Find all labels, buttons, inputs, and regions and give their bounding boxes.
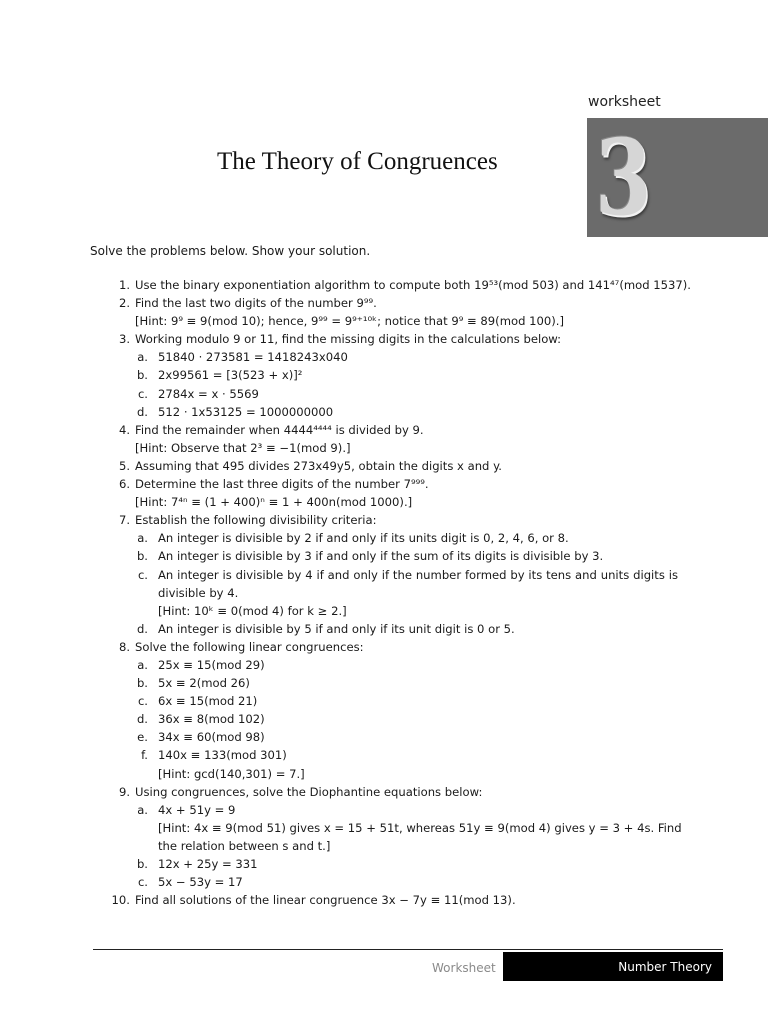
subproblem-line bbox=[0, 348, 768, 366]
item-text: [Hint: Observe that 2³ ≡ −1(mod 9).] bbox=[135, 440, 351, 455]
problem-line bbox=[0, 294, 768, 312]
subproblem-line bbox=[0, 403, 768, 421]
footer-worksheet-label: Worksheet bbox=[432, 961, 496, 975]
worksheet-label: worksheet bbox=[588, 94, 661, 110]
problem-line bbox=[0, 783, 768, 801]
item-text: 6x ≡ 15(mod 21) bbox=[158, 694, 258, 709]
item-label: 6. bbox=[118, 477, 130, 492]
item-text: [Hint: gcd(140,301) = 7.] bbox=[158, 766, 305, 781]
subproblem-line bbox=[0, 728, 768, 746]
item-text: 2x99561 = [3(523 + x)]² bbox=[158, 368, 303, 383]
subproblem-line bbox=[0, 584, 768, 602]
item-label: e. bbox=[137, 730, 148, 745]
item-label: c. bbox=[137, 694, 148, 709]
footer-banner bbox=[503, 952, 723, 981]
subproblem-line bbox=[0, 366, 768, 384]
subproblem-line bbox=[0, 819, 768, 837]
subproblem-line bbox=[0, 674, 768, 692]
problem-line bbox=[0, 475, 768, 493]
item-label: b. bbox=[136, 549, 148, 564]
subproblem-line bbox=[0, 547, 768, 565]
item-text: An integer is divisible by 3 if and only if the sum of its digits is divisible by 3. bbox=[158, 549, 604, 564]
problem-line bbox=[0, 511, 768, 529]
item-text: Using congruences, solve the Diophantine equations below: bbox=[135, 784, 483, 799]
item-text: Find the last two digits of the number 9⁹⁹. bbox=[135, 296, 377, 311]
page-title: The Theory of Congruences bbox=[217, 148, 498, 175]
problem-line bbox=[0, 330, 768, 348]
item-label: 10. bbox=[111, 893, 130, 908]
item-text: 4x + 51y = 9 bbox=[158, 802, 236, 817]
item-text: An integer is divisible by 5 if and only if its unit digit is 0 or 5. bbox=[158, 621, 515, 636]
subproblem-line bbox=[0, 855, 768, 873]
subproblem-line bbox=[0, 529, 768, 547]
subproblem-line bbox=[0, 837, 768, 855]
item-text: [Hint: 9⁹ ≡ 9(mod 10); hence, 9⁹⁹ = 9⁹⁺¹⁰ᵏ; notice that 9⁹ ≡ 89(mod 100).] bbox=[135, 314, 564, 329]
item-label: b. bbox=[136, 368, 148, 383]
item-label: f. bbox=[141, 748, 148, 763]
item-label: 7. bbox=[118, 513, 130, 528]
item-text: 51840 · 273581 = 1418243x040 bbox=[158, 350, 348, 365]
item-text: divisible by 4. bbox=[158, 585, 239, 600]
item-text: An integer is divisible by 2 if and only if its units digit is 0, 2, 4, 6, or 8. bbox=[158, 531, 569, 546]
item-label: d. bbox=[136, 404, 148, 419]
item-label: 1. bbox=[118, 278, 130, 292]
problem-line bbox=[0, 439, 768, 457]
item-label: a. bbox=[137, 802, 148, 817]
problem-line bbox=[0, 421, 768, 439]
item-label: 3. bbox=[118, 332, 130, 347]
item-text: 140x ≡ 133(mod 301) bbox=[158, 748, 287, 763]
problem-line bbox=[0, 276, 768, 294]
item-text: Establish the following divisibility criteria: bbox=[135, 513, 377, 528]
subproblem-line bbox=[0, 602, 768, 620]
item-text: [Hint: 4x ≡ 9(mod 51) gives x = 15 + 51t, whereas 51y ≡ 9(mod 4) gives y = 3 + 4s. Find bbox=[158, 820, 682, 835]
item-text: Determine the last three digits of the number 7⁹⁹⁹. bbox=[135, 477, 429, 492]
subproblem-line bbox=[0, 566, 768, 584]
problem-line bbox=[0, 891, 768, 909]
item-text: 36x ≡ 8(mod 102) bbox=[158, 712, 265, 727]
problem-line bbox=[0, 457, 768, 475]
item-text: Working modulo 9 or 11, find the missing digits in the calculations below: bbox=[135, 332, 562, 347]
subproblem-line bbox=[0, 620, 768, 638]
footer-subject-label: Number Theory bbox=[618, 960, 712, 974]
item-label: 8. bbox=[118, 639, 130, 654]
instructions: Solve the problems below. Show your solution. bbox=[90, 244, 371, 258]
subproblem-line bbox=[0, 873, 768, 891]
item-text: 512 · 1x53125 = 1000000000 bbox=[158, 404, 334, 419]
problem-list bbox=[0, 276, 768, 909]
item-label: 9. bbox=[118, 784, 130, 799]
item-label: a. bbox=[137, 350, 148, 365]
worksheet-number: 3 bbox=[595, 116, 652, 239]
item-text: [Hint: 7⁴ⁿ ≡ (1 + 400)ⁿ ≡ 1 + 400n(mod 1000).] bbox=[135, 495, 413, 510]
subproblem-line bbox=[0, 801, 768, 819]
item-label: a. bbox=[137, 657, 148, 672]
item-text: Find all solutions of the linear congruence 3x − 7y ≡ 11(mod 13). bbox=[135, 893, 516, 908]
subproblem-line bbox=[0, 746, 768, 764]
subproblem-line bbox=[0, 656, 768, 674]
item-label: d. bbox=[136, 621, 148, 636]
item-label: d. bbox=[136, 712, 148, 727]
item-text: [Hint: 10ᵏ ≡ 0(mod 4) for k ≥ 2.] bbox=[158, 603, 347, 618]
item-label: 4. bbox=[118, 422, 130, 437]
problem-line bbox=[0, 312, 768, 330]
item-text: Solve the following linear congruences: bbox=[135, 639, 364, 654]
item-text: 12x + 25y = 331 bbox=[158, 857, 258, 871]
subproblem-line bbox=[0, 765, 768, 783]
item-text: 2784x = x · 5569 bbox=[158, 386, 259, 401]
item-label: 5. bbox=[118, 458, 130, 473]
problem-line bbox=[0, 493, 768, 511]
problem-line bbox=[0, 638, 768, 656]
item-label: a. bbox=[137, 531, 148, 546]
worksheet-number-box bbox=[587, 118, 768, 237]
item-text: 34x ≡ 60(mod 98) bbox=[158, 730, 265, 745]
item-text: Assuming that 495 divides 273x49y5, obtain the digits x and y. bbox=[135, 458, 502, 473]
item-text: 5x ≡ 2(mod 26) bbox=[158, 676, 250, 691]
item-text: the relation between s and t.] bbox=[158, 838, 331, 853]
subproblem-line bbox=[0, 692, 768, 710]
item-text: 5x − 53y = 17 bbox=[158, 875, 243, 890]
footer-divider bbox=[93, 949, 723, 950]
item-label: c. bbox=[137, 875, 148, 890]
item-text: An integer is divisible by 4 if and only if the number formed by its tens and units digits is bbox=[158, 567, 678, 582]
item-label: c. bbox=[137, 567, 148, 582]
subproblem-line bbox=[0, 710, 768, 728]
item-label: 2. bbox=[118, 296, 130, 311]
subproblem-line bbox=[0, 385, 768, 403]
item-label: b. bbox=[136, 676, 148, 691]
item-text: Use the binary exponentiation algorithm to compute both 19⁵³(mod 503) and 141⁴⁷(mod 1537). bbox=[135, 278, 691, 292]
item-label: c. bbox=[137, 386, 148, 401]
item-label: b. bbox=[136, 857, 148, 871]
item-text: Find the remainder when 4444⁴⁴⁴⁴ is divided by 9. bbox=[135, 422, 424, 437]
item-text: 25x ≡ 15(mod 29) bbox=[158, 657, 265, 672]
